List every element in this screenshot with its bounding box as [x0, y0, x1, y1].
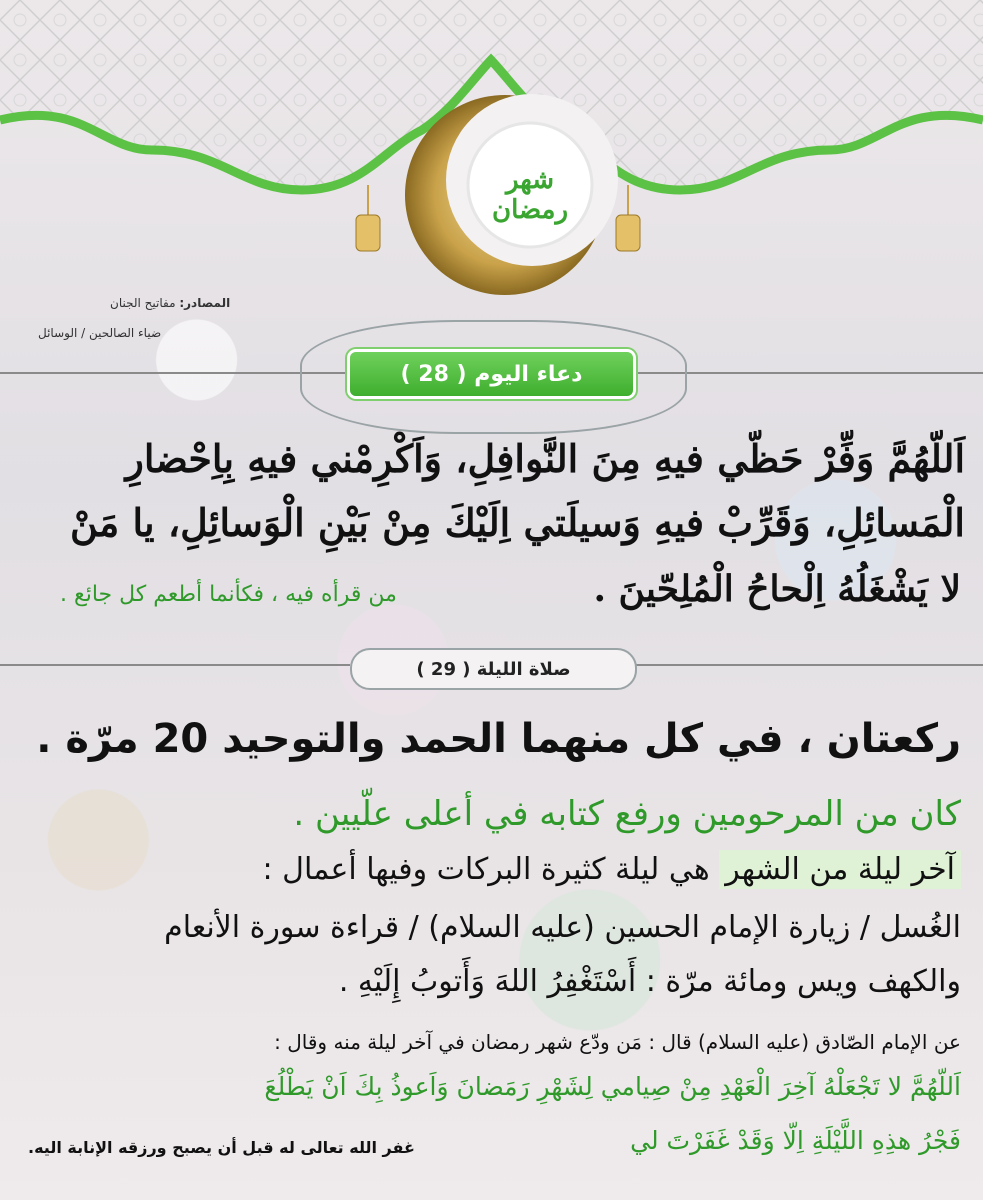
last-night-highlight: آخر ليلة من الشهر — [719, 850, 961, 889]
prayer-line: ركعتان ، في كل منهما الحمد والتوحيد 20 مرّة . — [36, 716, 961, 762]
divider-left-2 — [0, 664, 350, 666]
imam-line: عن الإمام الصّادق (عليه السلام) قال : مَن ودّع شهر رمضان في آخر ليلة منه وقال : — [274, 1030, 961, 1054]
dua-line-2: الْمَسائِلِ، وَقَرِّبْ فيهِ وَسيلَتي اِلَيْكَ مِنْ بَيْنِ الْوَسائِلِ، يا مَنْ — [69, 500, 965, 545]
sources-line2: ضياء الصالحين / الوسائل — [38, 326, 162, 340]
final-note: غفر الله تعالى له قبل أن يصبح ورزقه الإنابة اليه. — [28, 1138, 415, 1157]
divider-left — [0, 372, 350, 374]
prayer-reward: كان من المرحومين ورفع كتابه في أعلى علّيين . — [293, 794, 961, 834]
dua-line-3: لا يَشْغَلُهُ اِلْحاحُ الْمُلِحّينَ . — [593, 568, 961, 610]
header-decoration — [0, 0, 983, 320]
final-dua-line-2: فَجْرُ هذِهِ اللَّيْلَةِ اِلّا وَقَدْ غَفَرْتَ لي — [630, 1126, 961, 1155]
dua-line-1: اَللّهُمَّ وَفِّرْ حَظّي فيهِ مِنَ النَّوافِلِ، وَاَكْرِمْني فيهِ بِاِحْضارِ — [125, 436, 965, 481]
divider-right-2 — [633, 664, 983, 666]
dua-title-box — [350, 352, 633, 396]
lantern-right-icon — [616, 215, 640, 251]
acts-line-1: الغُسل / زيارة الإمام الحسين (عليه السلام) / قراءة سورة الأنعام — [164, 910, 961, 945]
prayer-title: صلاة الليلة ( 29 ) — [416, 658, 571, 680]
logo-text: شهر رمضان — [491, 165, 569, 225]
lantern-left-icon — [356, 215, 380, 251]
sources-label: المصادر: — [179, 296, 231, 310]
dua-title: دعاء اليوم ( 28 ) — [400, 361, 583, 387]
last-night-line — [263, 852, 961, 887]
acts-line-2: والكهف ويس ومائة مرّة : أَسْتَغْفِرُ اللهَ وَأَتوبُ إِلَيْهِ . — [338, 964, 961, 999]
dua-reward: من قرأه فيه ، فكأنما أطعم كل جائع . — [60, 582, 397, 607]
final-dua-line-1: اَللّهُمَّ لا تَجْعَلْهُ آخِرَ الْعَهْدِ مِنْ صِيامي لِشَهْرِ رَمَضانَ وَاَعوذُ بِكَ اَنْ يَطْلُعَ — [264, 1072, 961, 1101]
sources-line1: مفاتيح الجنان — [110, 296, 176, 310]
prayer-title-box — [350, 648, 637, 690]
last-night-rest: هي ليلة كثيرة البركات وفيها أعمال : — [262, 852, 710, 887]
arch-border — [0, 0, 983, 320]
